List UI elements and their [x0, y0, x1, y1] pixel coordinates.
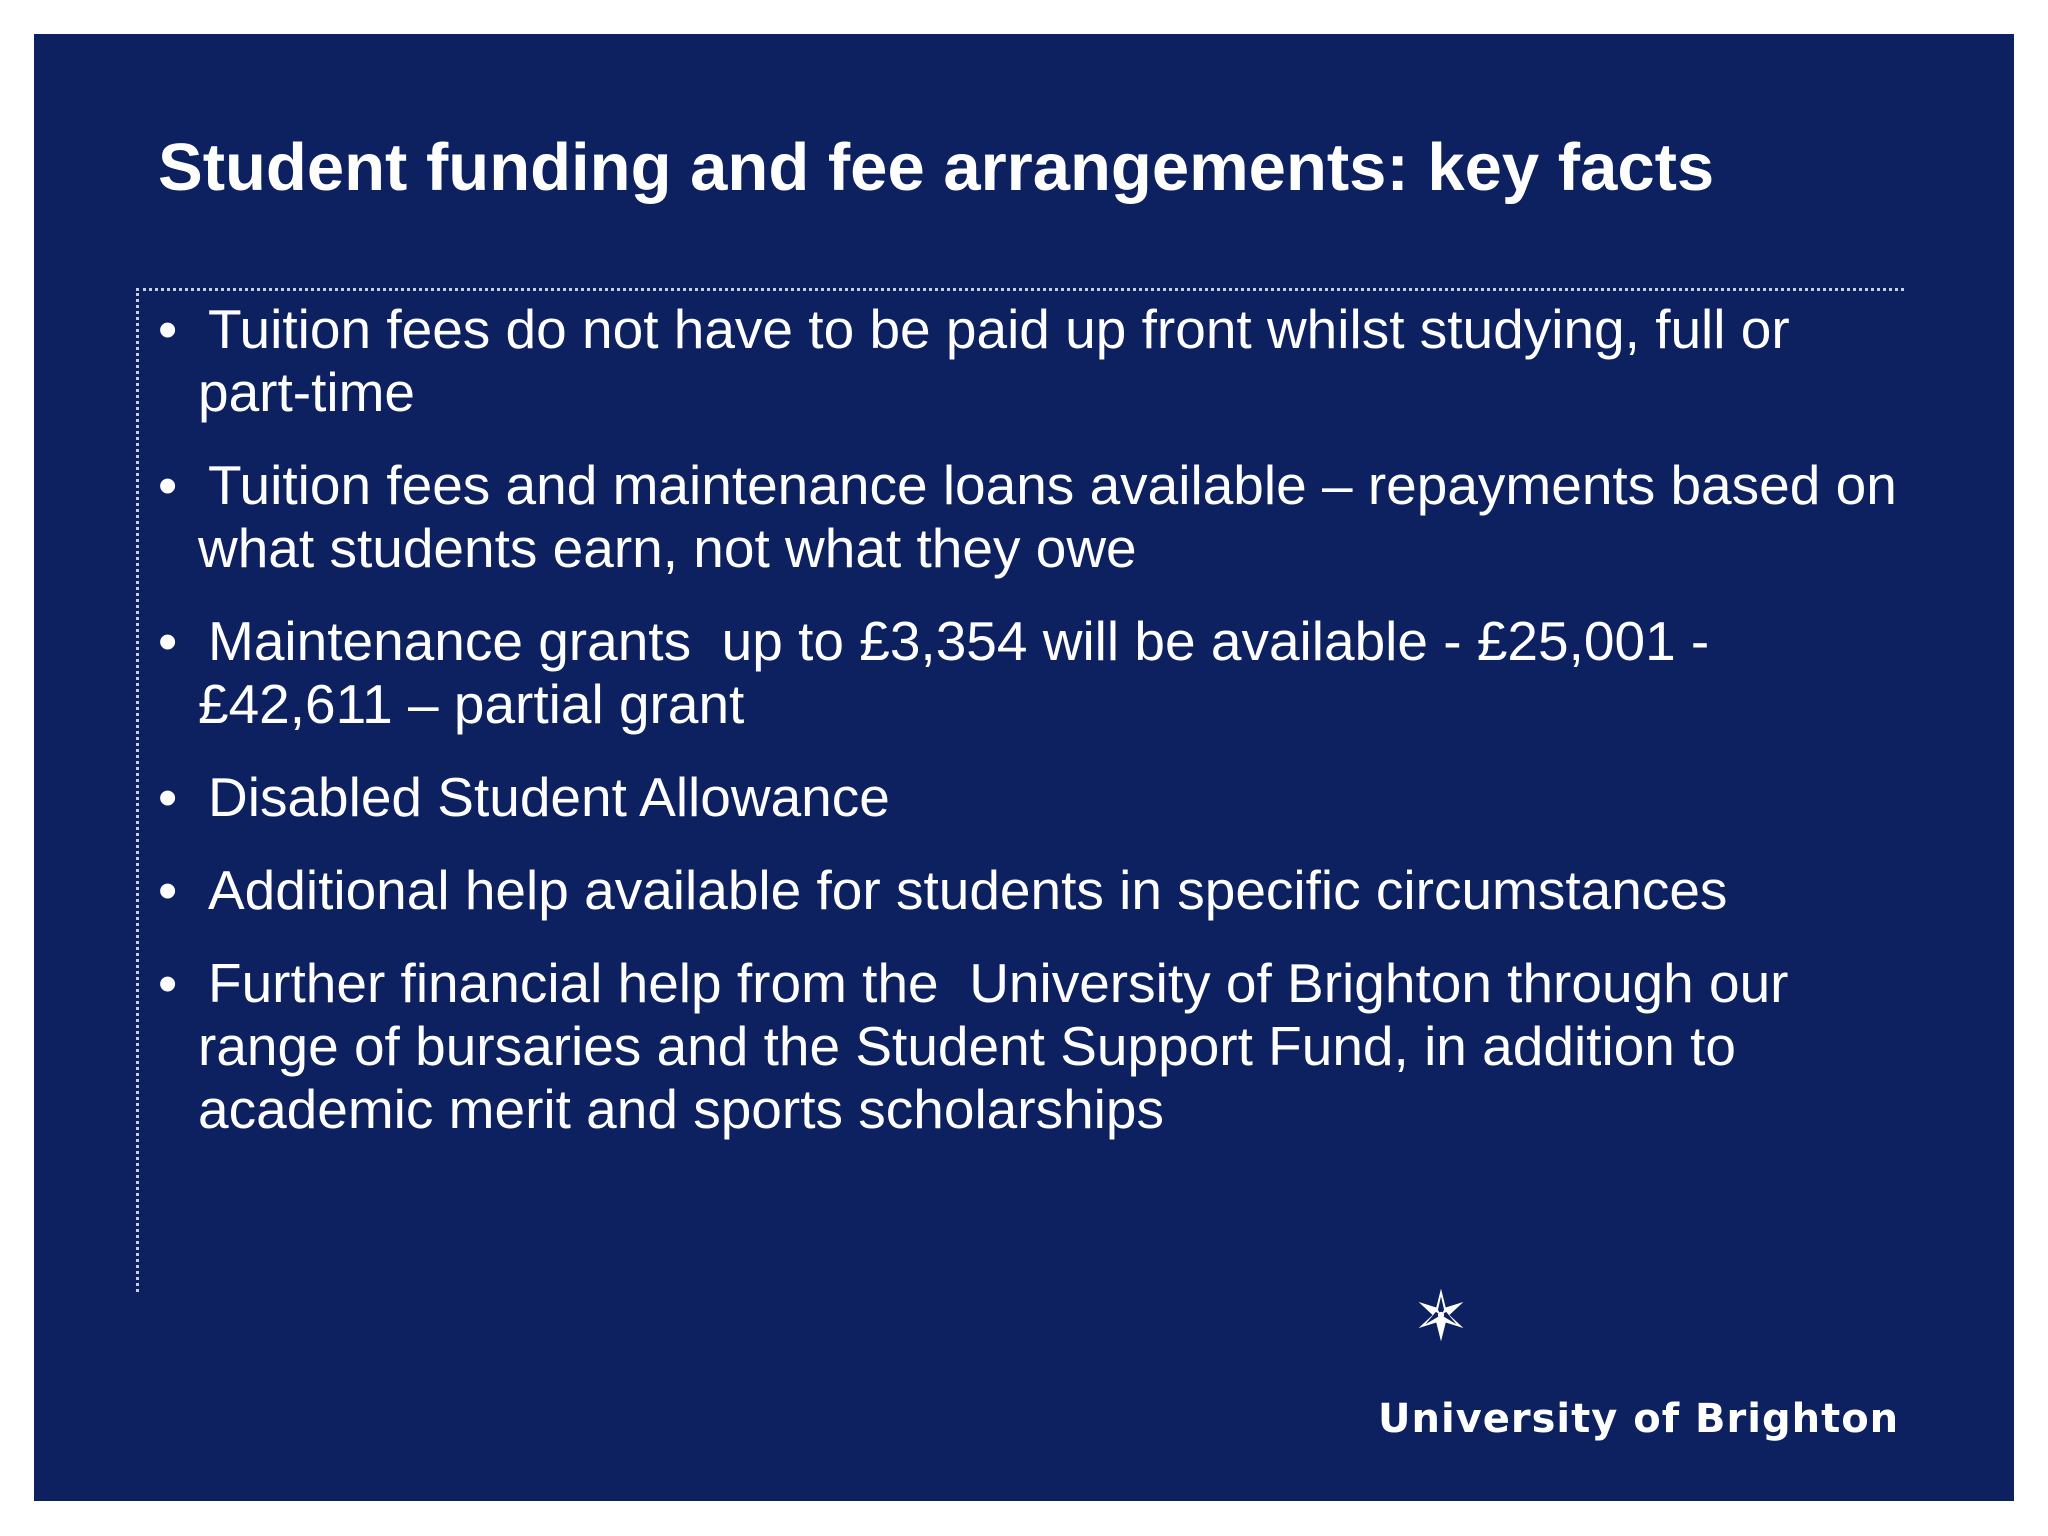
- bullet-text: Tuition fees and maintenance loans available – repayments based on what students earn, not what they owe: [198, 454, 1913, 579]
- bullet-text: Maintenance grants up to £3,354 will be available - £25,001 - £42,611 – partial grant: [198, 610, 1725, 735]
- list-item: [158, 610, 1918, 736]
- logo-text: University of Brighton: [1378, 1396, 1900, 1442]
- bullet-marker: •: [158, 766, 178, 828]
- bullet-text: Tuition fees do not have to be paid up front whilst studying, full or part-time: [198, 298, 1805, 423]
- title-divider: [136, 288, 1904, 291]
- list-item: [158, 454, 1918, 580]
- slide-title: Student funding and fee arrangements: key facts: [158, 130, 1715, 205]
- bullet-text: Further financial help from the University of Brighton through our range of bursaries and the Student Support Fund, in addition to academic merit and sports scholarships: [198, 952, 1804, 1140]
- slide: [34, 34, 2014, 1501]
- bullet-marker: •: [158, 859, 178, 921]
- list-item: [158, 298, 1918, 424]
- university-logo: [1378, 1284, 1898, 1484]
- bullet-marker: •: [158, 298, 178, 360]
- list-item: [158, 952, 1918, 1141]
- bullet-text: Additional help available for students in specific circumstances: [208, 859, 1728, 921]
- content-divider: [136, 288, 139, 1292]
- bullet-marker: •: [158, 454, 178, 516]
- star-icon: [1410, 1284, 1472, 1346]
- bullet-text: Disabled Student Allowance: [208, 766, 890, 828]
- list-item: [158, 766, 1918, 829]
- bullet-marker: •: [158, 610, 178, 672]
- list-item: [158, 859, 1918, 922]
- bullet-marker: •: [158, 952, 178, 1014]
- bullet-list: [158, 298, 1918, 1171]
